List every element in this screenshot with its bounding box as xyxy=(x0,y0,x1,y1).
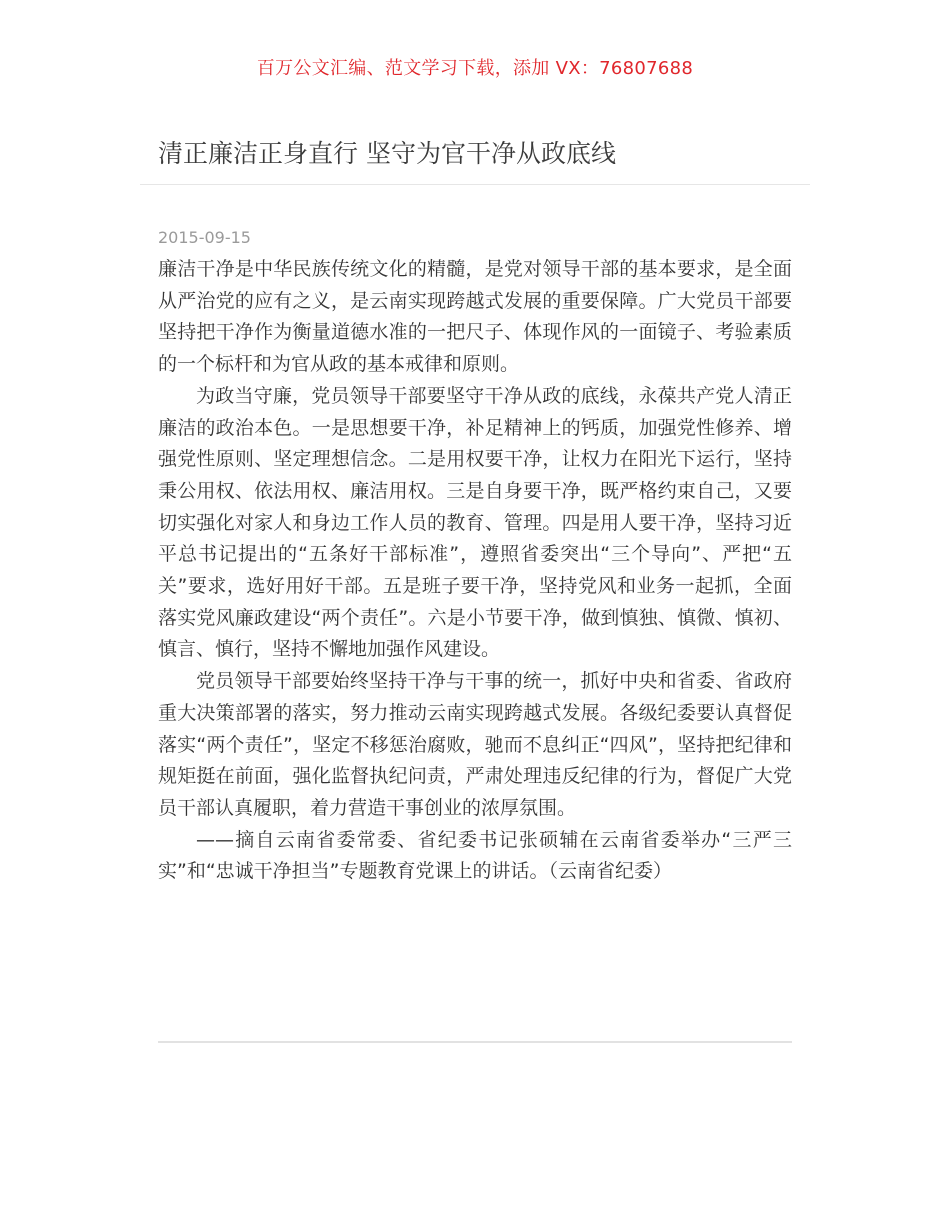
article-paragraph-2: 为政当守廉，党员领导干部要坚守干净从政的底线，永葆共产党人清正廉洁的政治本色。一是思想要干净，补足精神上的钙质，加强党性修养、增强党性原则、坚定理想信念。二是用权要干净，让权力在阳光下运行，坚持秉公用权、依法用权、廉洁用权。三是自身要干净，既严格约束自己，又要切实强化对家人和身边工作人员的教育、管理。四是用人要干净，坚持习近平总书记提出的“五条好干部标准”，遵照省委突出“三个导向”、严把“五关”要求，选好用好干部。五是班子要干净，坚持党风和业务一起抓，全面落实党风廉政建设“两个责任”。六是小节要干净，做到慎独、慎微、慎初、慎言、慎行，坚持不懈地加强作风建设。 xyxy=(158,384,792,661)
article-paragraph-3: 党员领导干部要始终坚持干净与干事的统一，抓好中央和省委、省政府重大决策部署的落实，努力推动云南实现跨越式发展。各级纪委要认真督促落实“两个责任”，坚定不移惩治腐败，驰而不息纠正“四风”，坚持把纪律和规矩挺在前面，强化监督执纪问责，严肃处理违反纪律的行为，督促广大党员干部认真履职，着力营造干事创业的浓厚氛围。 xyxy=(158,670,792,819)
article-paragraph-1: 廉洁干净是中华民族传统文化的精髓，是党对领导干部的基本要求，是全面从严治党的应有之义，是云南实现跨越式发展的重要保障。广大党员干部要坚持把干净作为衡量道德水准的一把尺子、体现作风的一面镜子、考验素质的一个标杆和为官从政的基本戒律和原则。 xyxy=(158,258,792,376)
promo-banner: 百万公文汇编、范文学习下载，添加 VX：76807688 xyxy=(256,58,694,79)
article-source-note: ——摘自云南省委常委、省纪委书记张硕辅在云南省委举办“三严三实”和“忠诚干净担当”专题教育党课上的讲话。（云南省纪委） xyxy=(158,828,792,883)
article-body xyxy=(158,254,792,888)
publish-date: 2015-09-15 xyxy=(158,228,251,247)
article-title: 清正廉洁正身直行 坚守为官干净从政底线 xyxy=(158,139,616,168)
title-divider xyxy=(140,184,810,185)
footer-divider xyxy=(158,1041,792,1043)
